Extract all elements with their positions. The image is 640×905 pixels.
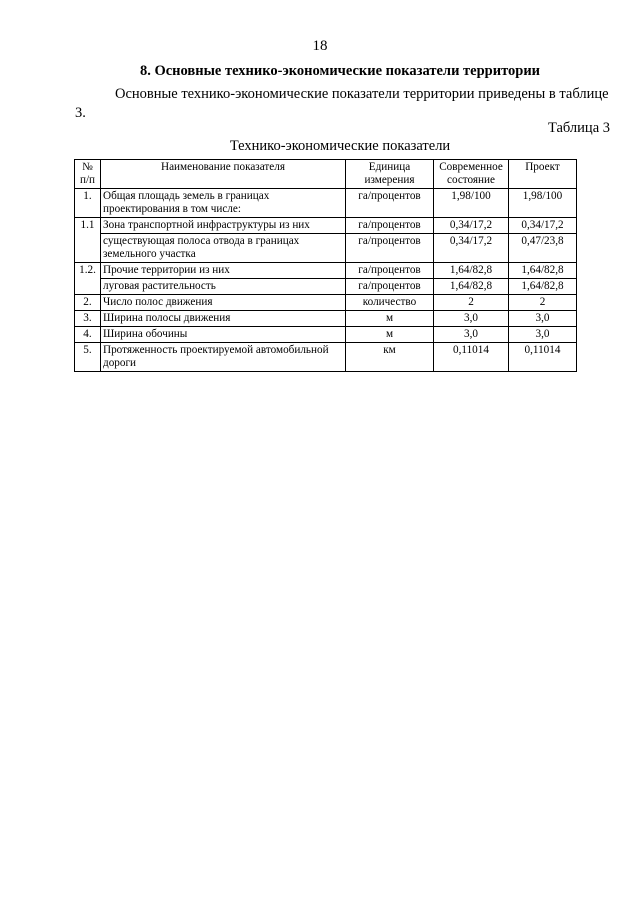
row-project: 3,0 [509, 311, 577, 327]
row-project: 0,47/23,8 [509, 234, 577, 263]
row-number: 5. [75, 343, 101, 372]
table-row [75, 189, 577, 218]
row-current: 3,0 [434, 327, 509, 343]
table-row [75, 218, 577, 234]
row-unit: м [346, 327, 434, 343]
row-number [75, 234, 101, 263]
row-number: 1.2. [75, 263, 101, 279]
table-row [75, 343, 577, 372]
row-number: 2. [75, 295, 101, 311]
header-number: № п/п [75, 160, 101, 189]
row-unit: количество [346, 295, 434, 311]
intro-paragraph: Основные технико-экономические показатели территории приведены в таблице 3. [75, 86, 609, 121]
row-project: 3,0 [509, 327, 577, 343]
row-number: 1.1 [75, 218, 101, 234]
row-name: существующая полоса отвода в границах земельного участка [101, 234, 346, 263]
row-unit: га/процентов [346, 279, 434, 295]
row-unit: га/процентов [346, 189, 434, 218]
row-unit: га/процентов [346, 234, 434, 263]
header-unit: Единица измерения [346, 160, 434, 189]
row-name: Число полос движения [101, 295, 346, 311]
section-heading: 8. Основные технико-экономические показатели территории [139, 63, 541, 79]
row-unit: га/процентов [346, 218, 434, 234]
row-number [75, 279, 101, 295]
row-unit: км [346, 343, 434, 372]
table-row [75, 327, 577, 343]
row-number: 4. [75, 327, 101, 343]
row-project: 1,98/100 [509, 189, 577, 218]
row-project: 2 [509, 295, 577, 311]
page-number: 18 [312, 38, 328, 54]
header-project: Проект [509, 160, 577, 189]
row-unit: м [346, 311, 434, 327]
row-name: Прочие территории из них [101, 263, 346, 279]
row-unit: га/процентов [346, 263, 434, 279]
row-current: 3,0 [434, 311, 509, 327]
row-name: Зона транспортной инфраструктуры из них [101, 218, 346, 234]
row-number: 1. [75, 189, 101, 218]
table-label: Таблица 3 [547, 120, 610, 136]
row-name: Общая площадь земель в границах проектирования в том числе: [101, 189, 346, 218]
table-row [75, 279, 577, 295]
row-name: Ширина полосы движения [101, 311, 346, 327]
table-header-row [75, 160, 577, 189]
header-current: Современное состояние [434, 160, 509, 189]
row-current: 2 [434, 295, 509, 311]
row-name: Протяженность проектируемой автомобильной дороги [101, 343, 346, 372]
table-row [75, 295, 577, 311]
header-name: Наименование показателя [101, 160, 346, 189]
row-project: 0,11014 [509, 343, 577, 372]
row-current: 0,11014 [434, 343, 509, 372]
table-row [75, 263, 577, 279]
row-project: 0,34/17,2 [509, 218, 577, 234]
row-current: 0,34/17,2 [434, 234, 509, 263]
row-current: 1,64/82,8 [434, 263, 509, 279]
row-project: 1,64/82,8 [509, 279, 577, 295]
row-name: Ширина обочины [101, 327, 346, 343]
row-number: 3. [75, 311, 101, 327]
row-name: луговая растительность [101, 279, 346, 295]
table-row [75, 311, 577, 327]
row-current: 1,64/82,8 [434, 279, 509, 295]
row-current: 0,34/17,2 [434, 218, 509, 234]
indicators-table [74, 159, 577, 372]
table-title: Технико-экономические показатели [229, 138, 451, 154]
row-project: 1,64/82,8 [509, 263, 577, 279]
table-row [75, 234, 577, 263]
row-current: 1,98/100 [434, 189, 509, 218]
